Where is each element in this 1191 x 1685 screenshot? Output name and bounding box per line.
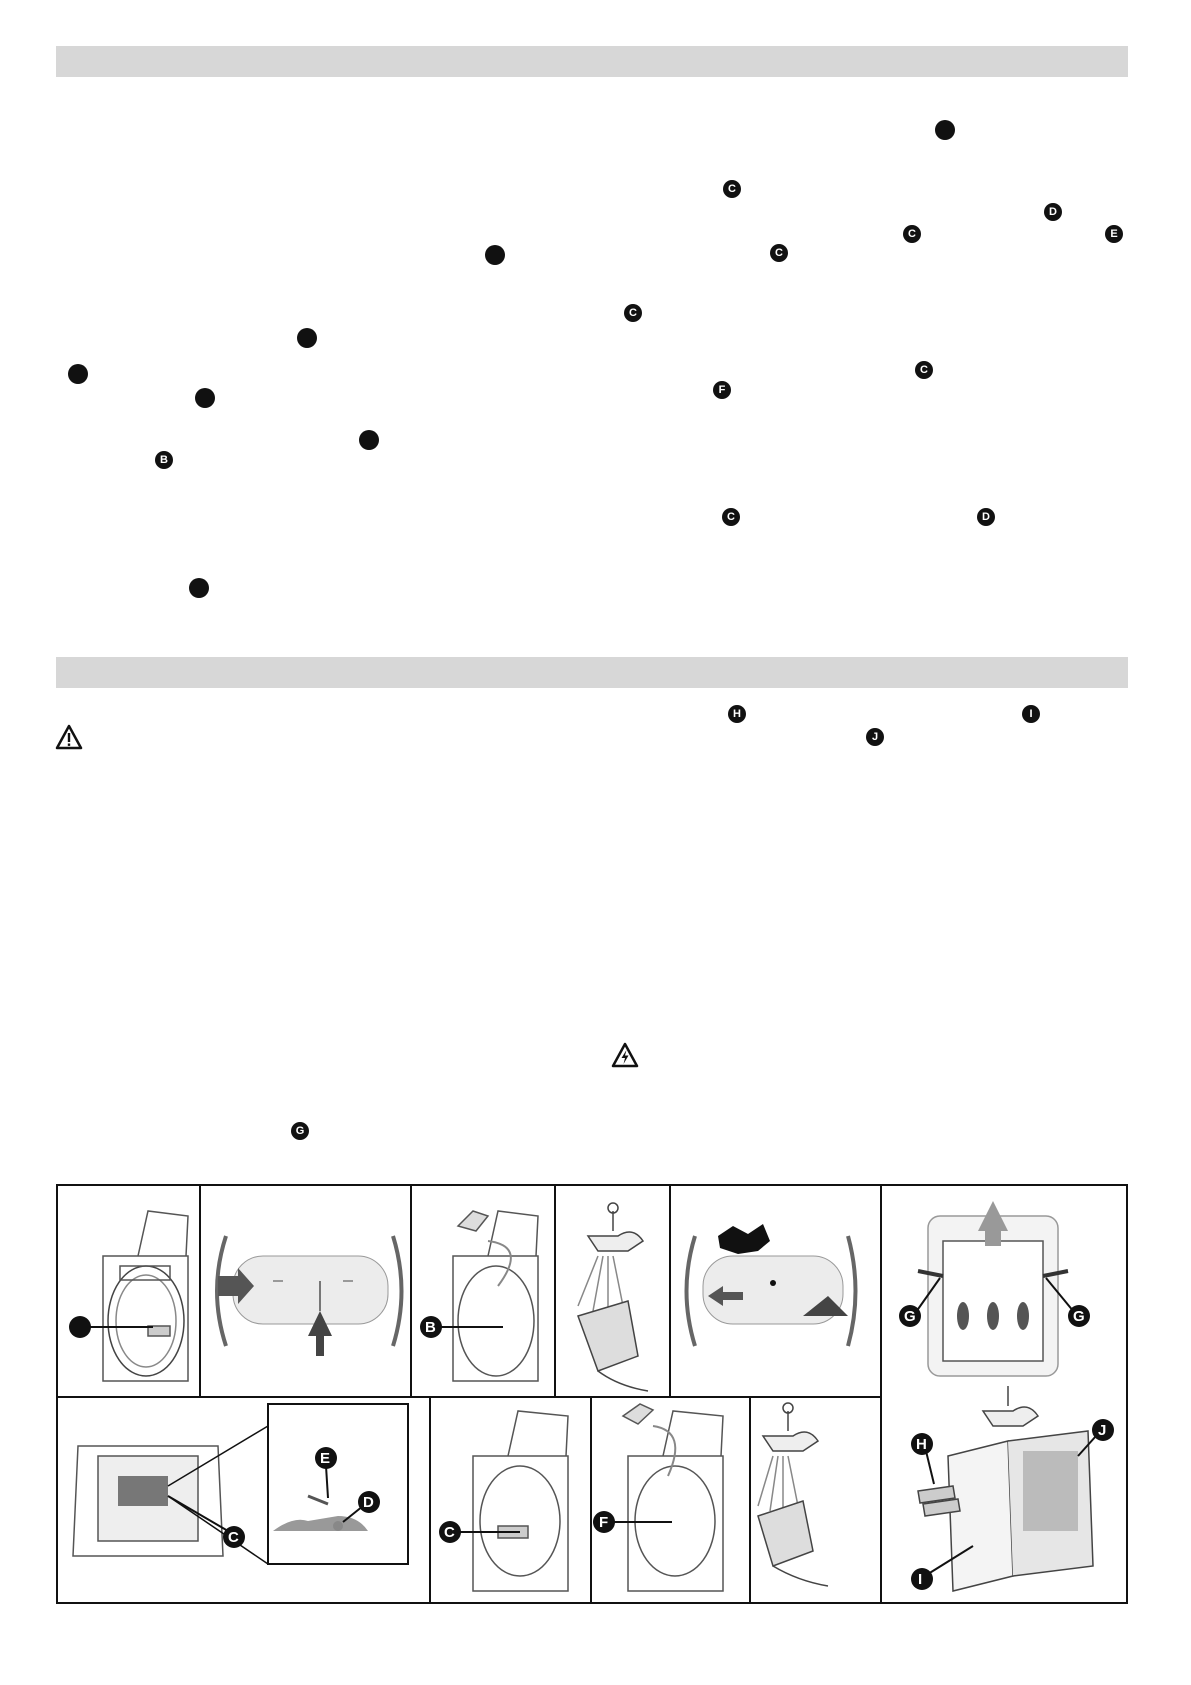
- washer-drawing-2: [453, 1211, 538, 1381]
- reference-marker-c: C: [624, 304, 642, 322]
- slider-lock-drawing: [687, 1224, 856, 1346]
- reference-marker-i: I: [1022, 705, 1040, 723]
- reference-marker-b: B: [155, 451, 173, 469]
- washer-drawing-4: [623, 1404, 723, 1591]
- figure-label-h: H: [916, 1436, 927, 1453]
- figure-label-f: F: [599, 1514, 609, 1531]
- electrical-hazard-icon: [611, 1042, 639, 1068]
- tap-rinse-drawing-2: [758, 1403, 828, 1586]
- dispenser-disassembly-drawing: [918, 1386, 1093, 1591]
- reference-marker-e: E: [1105, 225, 1123, 243]
- figure-label-e: E: [320, 1450, 331, 1467]
- dispenser-removal-drawing: [918, 1201, 1068, 1376]
- figure-label-b: B: [425, 1319, 436, 1336]
- washer-drawing-1: [103, 1211, 188, 1381]
- reference-marker-blank: [485, 245, 505, 265]
- figure-label-j: J: [1098, 1422, 1107, 1439]
- reference-marker-c: C: [722, 508, 740, 526]
- illustration-drawings: [58, 1186, 1126, 1602]
- reference-marker-c: C: [915, 361, 933, 379]
- reference-marker-c: C: [723, 180, 741, 198]
- reference-marker-d: D: [1044, 203, 1062, 221]
- reference-marker-blank: [297, 328, 317, 348]
- illustration-panel: [56, 1184, 1128, 1604]
- reference-marker-c: C: [770, 244, 788, 262]
- reference-marker-blank: [359, 430, 379, 450]
- figure-label-c-1: C: [228, 1529, 239, 1546]
- tap-rinse-drawing-1: [578, 1203, 648, 1391]
- reference-marker-blank: [189, 578, 209, 598]
- reference-marker-g: G: [291, 1122, 309, 1140]
- figure-label-i: I: [918, 1571, 923, 1588]
- reference-marker-blank: [935, 120, 955, 140]
- reference-marker-f: F: [713, 381, 731, 399]
- reference-marker-blank: [68, 364, 88, 384]
- figure-label-d: D: [363, 1494, 374, 1511]
- washer-drawing-3: [473, 1411, 568, 1591]
- figure-marker-blank: [69, 1316, 91, 1338]
- reference-marker-blank: [195, 388, 215, 408]
- section-header-band-1: [56, 46, 1128, 77]
- reference-marker-j: J: [866, 728, 884, 746]
- reference-marker-d: D: [977, 508, 995, 526]
- figure-label-g-left: G: [904, 1308, 916, 1325]
- slider-unlock-drawing: [217, 1236, 402, 1356]
- reference-marker-h: H: [728, 705, 746, 723]
- figure-label-c-2: C: [444, 1524, 455, 1541]
- warning-triangle-icon: [55, 724, 83, 750]
- figure-label-g-right: G: [1073, 1308, 1085, 1325]
- reference-marker-c: C: [903, 225, 921, 243]
- section-header-band-2: [56, 657, 1128, 688]
